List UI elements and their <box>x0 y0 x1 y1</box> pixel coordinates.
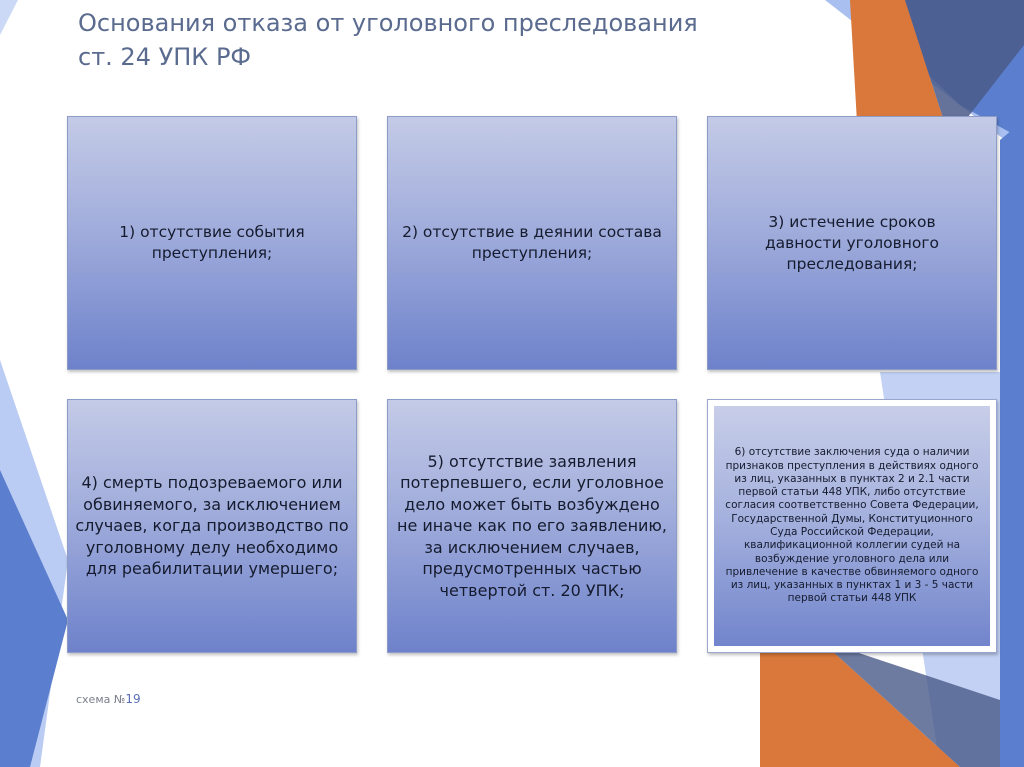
title-line-1: Основания отказа от уголовного преследования <box>78 9 698 37</box>
scheme-number <box>76 692 141 706</box>
ground-text-5: 5) отсутствие заявления потерпевшего, если уголовное дело может быть возбуждено не иначе как по его заявлению, за исключением случаев, предусмотренных частью четвертой ст. 20 УПК; <box>397 451 667 600</box>
scheme-number-value: 19 <box>125 692 141 706</box>
scheme-label: схема № <box>76 693 126 706</box>
left-top-shape <box>0 0 18 35</box>
slide-title <box>78 6 758 74</box>
ground-box-6-inner <box>714 406 990 646</box>
ground-box-6 <box>707 399 997 653</box>
ground-box-1 <box>67 116 357 370</box>
ground-text-3: 3) истечение сроков давности уголовного преследования; <box>764 212 940 273</box>
ground-box-2 <box>387 116 677 370</box>
ground-text-1: 1) отсутствие события преступления; <box>119 223 305 262</box>
title-line-2: ст. 24 УПК РФ <box>78 43 252 71</box>
ground-box-3 <box>707 116 997 370</box>
ground-text-4: 4) смерть подозреваемого или обвиняемого, за исключением случаев, когда производство по уголовному делу необходимо для реабилитации умершего; <box>75 473 349 579</box>
ground-box-4 <box>67 399 357 653</box>
right-blue-bar <box>1000 120 1024 767</box>
ground-text-2: 2) отсутствие в деянии состава преступления; <box>402 223 662 262</box>
ground-text-6: 6) отсутствие заключения суда о наличии признаков преступления в действиях одного из лиц, указанных в пунктах 2 и 2.1 части первой статьи 448 УПК, либо отсутствие согласия соответственно Совета Федерации, Государственной Думы, Конституционного Суда Российской Федерации, квалификационной коллегии судей на возбуждение уголовного дела или привлечение в качестве обвиняемого одного из лиц, указанных в пунктах 1 и 3 - 5 части первой статьи 448 УПК <box>725 446 979 605</box>
ground-box-5 <box>387 399 677 653</box>
